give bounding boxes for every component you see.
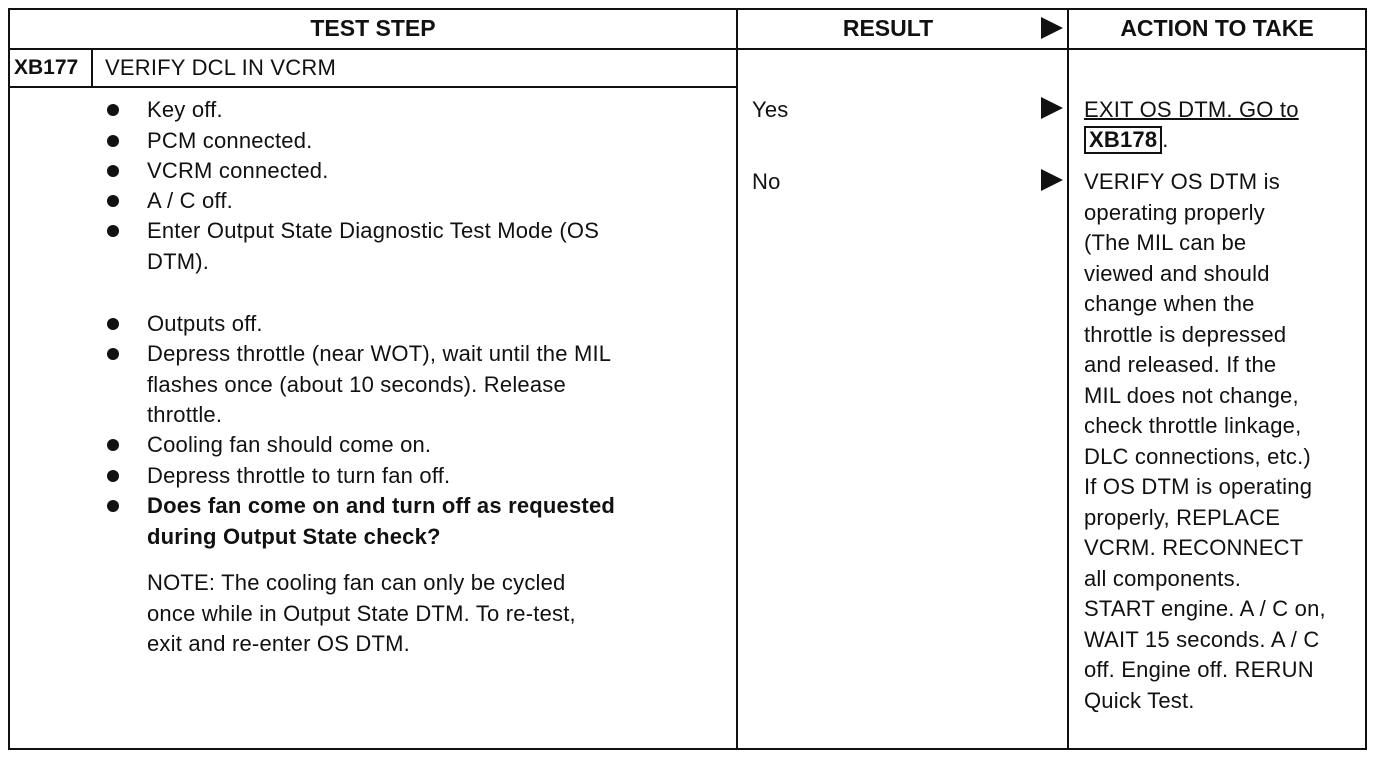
table-border-bottom xyxy=(8,748,1367,750)
step-title-divider xyxy=(8,86,737,88)
bullet-icon xyxy=(107,439,119,451)
action-no-block xyxy=(1084,167,1326,716)
note-block xyxy=(147,568,576,660)
action-no-line: operating properly xyxy=(1084,199,1265,225)
bullet-icon xyxy=(107,500,119,512)
table-border-top xyxy=(8,8,1367,10)
bullet-icon xyxy=(107,104,119,116)
table-border-left xyxy=(8,8,10,750)
action-no-line: Quick Test. xyxy=(1084,687,1195,713)
bullet-icon xyxy=(107,165,119,177)
test-step-line: A / C off. xyxy=(147,188,233,213)
header-arrow-icon xyxy=(1041,17,1063,39)
action-yes-line xyxy=(1084,95,1299,126)
action-no-line: all components. xyxy=(1084,565,1242,591)
header-divider xyxy=(8,48,1367,50)
test-step-line: throttle. xyxy=(147,402,223,427)
action-yes-text: EXIT OS DTM. GO to xyxy=(1084,97,1299,122)
test-step-line: VCRM connected. xyxy=(147,158,329,183)
column-divider-action xyxy=(1067,8,1069,750)
test-step-line: Key off. xyxy=(147,97,223,122)
header-result: RESULT xyxy=(842,15,934,41)
bullet-icon xyxy=(107,135,119,147)
result-yes: Yes xyxy=(752,97,789,122)
action-no-line: (The MIL can be xyxy=(1084,230,1247,255)
test-step-line: Cooling fan should come on. xyxy=(147,432,432,457)
action-no-line: and released. If the xyxy=(1084,352,1277,377)
table-border-right xyxy=(1365,8,1367,750)
action-no-line: properly, REPLACE xyxy=(1084,504,1281,530)
bullet-icon xyxy=(107,195,119,207)
step-title: VERIFY DCL IN VCRM xyxy=(105,55,336,80)
result-no-arrow-icon xyxy=(1041,169,1063,191)
action-no-line: VERIFY OS DTM is xyxy=(1084,169,1280,194)
column-divider-result xyxy=(736,8,738,750)
note-line: once while in Output State DTM. To re-test, xyxy=(147,600,576,626)
action-no-line: throttle is depressed xyxy=(1084,321,1287,347)
test-step-line: flashes once (about 10 seconds). Release xyxy=(147,371,566,397)
bullet-icon xyxy=(107,225,119,237)
action-no-line: WAIT 15 seconds. A / C xyxy=(1084,626,1320,652)
header-action: ACTION TO TAKE xyxy=(1120,15,1314,41)
action-no-line: START engine. A / C on, xyxy=(1084,596,1326,621)
header-test-step: TEST STEP xyxy=(310,15,436,41)
step-id: XB177 xyxy=(14,56,79,79)
action-no-line: off. Engine off. RERUN xyxy=(1084,657,1314,682)
action-no-line: check throttle linkage, xyxy=(1084,413,1302,438)
bullet-icon xyxy=(107,470,119,482)
result-no: No xyxy=(752,169,781,194)
test-step-line: Enter Output State Diagnostic Test Mode (OS xyxy=(147,218,600,243)
test-step-line: DTM). xyxy=(147,248,210,274)
result-yes-arrow-icon xyxy=(1041,97,1063,119)
action-no-line: viewed and should xyxy=(1084,260,1270,286)
action-no-line: MIL does not change, xyxy=(1084,382,1299,408)
bullet-icon xyxy=(107,348,119,360)
action-yes-ref-line xyxy=(1084,125,1169,156)
note-line: exit and re-enter OS DTM. xyxy=(147,631,410,656)
action-yes-suffix: . xyxy=(1162,127,1169,152)
action-no-line: change when the xyxy=(1084,291,1255,316)
bullet-icon xyxy=(107,318,119,330)
action-no-line: VCRM. RECONNECT xyxy=(1084,535,1304,560)
step-ref-link[interactable]: XB178 xyxy=(1084,126,1162,154)
test-step-line: Outputs off. xyxy=(147,311,263,336)
test-step-line: Depress throttle (near WOT), wait until the MIL xyxy=(147,341,612,366)
test-step-line: Does fan come on and turn off as requested xyxy=(147,493,616,518)
note-line: NOTE: The cooling fan can only be cycled xyxy=(147,570,566,595)
action-no-line: DLC connections, etc.) xyxy=(1084,443,1311,469)
action-no-line: If OS DTM is operating xyxy=(1084,474,1313,499)
step-id-divider xyxy=(91,48,93,87)
test-step-line: PCM connected. xyxy=(147,128,313,153)
test-step-line: during Output State check? xyxy=(147,523,441,549)
test-step-line: Depress throttle to turn fan off. xyxy=(147,463,451,488)
